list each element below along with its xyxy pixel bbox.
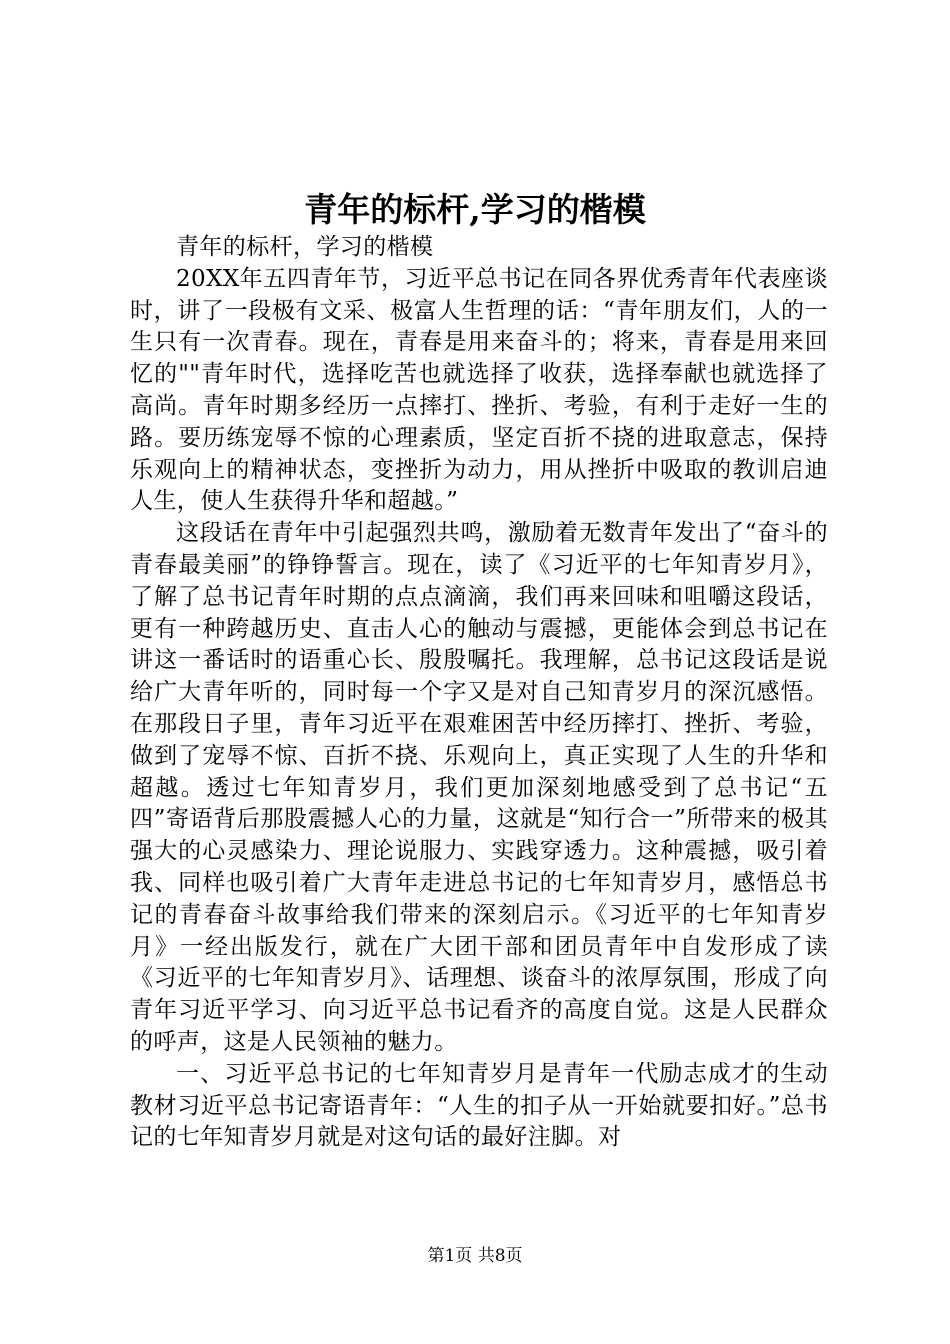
paragraph: 这段话在青年中引起强烈共鸣，激励着无数青年发出了“奋斗的青春最美丽”的铮铮誓言。现在，读了《习近平的七年知青岁月》，了解了总书记青年时期的点点滴滴，我们再来回味和咀嚼这段话，更有一种跨越历史、直击人心的触动与震撼，更能体会到总书记在讲这一番话时的语重心长、殷殷嘱托。我理解，总书记这段话是说给广大青年听的，同时每一个字又是对自己知青岁月的深沉感悟。在那段日子里，青年习近平在艰难困苦中经历摔打、挫折、考验，做到了宠辱不惊、百折不挠、乐观向上，真正实现了人生的升华和超越。透过七年知青岁月，我们更加深刻地感受到了总书记“五四”寄语背后那股震撼人心的力量，这就是“知行合一”所带来的极其强大的心灵感染力、理论说服力、实践穿透力。这种震撼，吸引着我、同样也吸引着广大青年走进总书记的七年知青岁月，感悟总书记的青春奋斗故事给我们带来的深刻启示。《习近平的七年知青岁月》一经出版发行，就在广大团干部和团员青年中自发形成了读《习近平的七年知青岁月》、话理想、谈奋斗的浓厚氛围，形成了向青年习近平学习、向习近平总书记看齐的高度自觉。这是人民群众的呼声，这是人民领袖的魅力。 <box>130 520 828 1055</box>
document-body <box>130 232 828 1154</box>
document-title: 青年的标杆,学习的楷模 <box>304 190 646 229</box>
page-number-footer: 第1页 共8页 <box>427 1246 523 1266</box>
paragraph: 一、习近平总书记的七年知青岁月是青年一代励志成才的生动教材习近平总书记寄语青年：“人生的扣子从一开始就要扣好。”总书记的七年知青岁月就是对这句话的最好注脚。对 <box>130 1060 828 1151</box>
paragraph-subtitle: 青年的标杆，学习的楷模 <box>176 234 434 260</box>
paragraph: 20XX年五四青年节，习近平总书记在同各界优秀青年代表座谈时，讲了一段极有文采、极富人生哲理的话：“青年朋友们，人的一生只有一次青春。现在，青春是用来奋斗的；将来，青春是用来回忆的""青年时代，选择吃苦也就选择了收获，选择奉献也就选择了高尚。青年时期多经历一点摔打、挫折、考验，有利于走好一生的路。要历练宠辱不惊的心理素质，坚定百折不挠的进取意志，保持乐观向上的精神状态，变挫折为动力，用从挫折中吸取的教训启迪人生，使人生获得升华和超越。” <box>130 265 828 515</box>
